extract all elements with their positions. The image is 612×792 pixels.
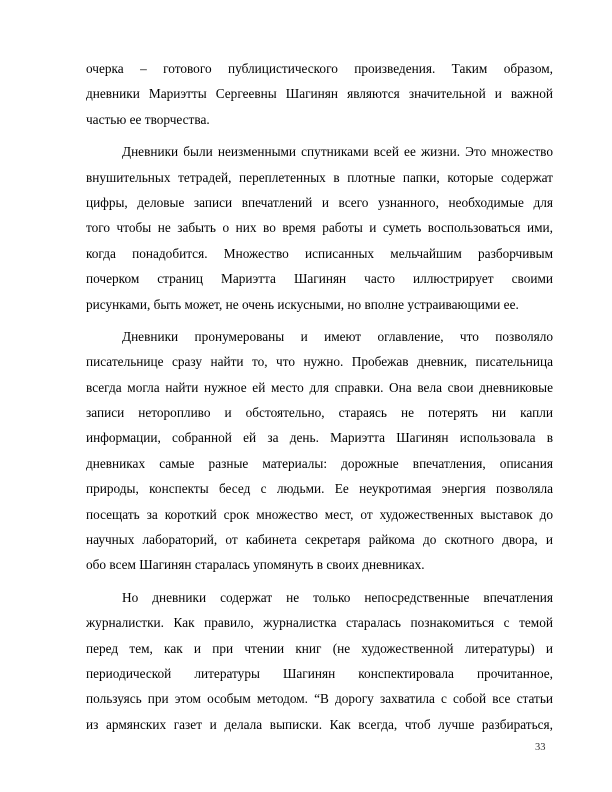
- text-line: Но дневники содержат не только непосредственные впечатления: [122, 589, 553, 605]
- text-line: из армянских газет и делала выписки. Как всегда, чтоб лучше разбираться,: [86, 716, 553, 732]
- text-line: записи неторопливо и обстоятельно, стараясь не потерять ни капли: [86, 405, 553, 421]
- text-line: информации, собранной ей за день. Мариэтта Шагинян использовала в: [86, 430, 553, 446]
- text-line: Дневники были неизменными спутниками всей ее жизни. Это множество: [122, 144, 553, 160]
- text-line: посещать за короткий срок множество мест, от художественных выставок до: [86, 506, 553, 522]
- text-line: периодической литературы Шагинян конспектировала прочитанное,: [86, 665, 553, 681]
- text-line: рисунками, быть может, не очень искусными, но вполне устраивающими ее.: [86, 296, 519, 312]
- text-line: когда понадобится. Множество исписанных мельчайшим разборчивым: [86, 245, 553, 261]
- paragraph-4: [86, 585, 553, 737]
- text-line: дневниках самые разные материалы: дорожные впечатления, описания: [86, 455, 553, 471]
- text-line: всегда могла найти нужное ей место для справки. Она вела свои дневниковые: [86, 379, 553, 395]
- text-line: того чтобы не забыть о них во время работы и суметь воспользоваться ими,: [86, 220, 553, 236]
- page-number: 33: [535, 742, 546, 753]
- text-line: писательнице сразу найти то, что нужно. Пробежав дневник, писательница: [86, 354, 553, 370]
- text-line: природы, конспекты бесед с людьми. Ее неукротимая энергия позволяла: [86, 481, 553, 497]
- text-line: обо всем Шагинян старалась упомянуть в своих дневниках.: [86, 557, 425, 573]
- paragraph-1: [86, 56, 553, 132]
- text-line: частью ее творчества.: [86, 111, 210, 127]
- text-line: журналистки. Как правило, журналистка старалась познакомиться с темой: [86, 615, 553, 631]
- text-line: цифры, деловые записи впечатлений и всего узнанного, необходимые для: [86, 194, 553, 210]
- text-line: дневники Мариэтты Сергеевны Шагинян являются значительной и важной: [86, 86, 553, 102]
- text-line: пользуясь при этом особым методом. “В дорогу захватила с собой все статьи: [86, 691, 553, 707]
- paragraph-2: [86, 139, 553, 317]
- text-line: научных лабораторий, от кабинета секретаря райкома до скотного двора, и: [86, 532, 553, 548]
- text-line: очерка – готового публицистического произведения. Таким образом,: [86, 61, 553, 76]
- text-line: почерком страниц Мариэтта Шагинян часто иллюстрирует своими: [86, 271, 553, 287]
- document-body: [86, 56, 553, 744]
- text-line: Дневники пронумерованы и имеют оглавление, что позволяло: [122, 328, 553, 344]
- text-line: внушительных тетрадей, переплетенных в плотные папки, которые содержат: [86, 169, 553, 185]
- text-line: перед тем, как и при чтении книг (не художественной литературы) и: [86, 640, 553, 656]
- paragraph-3: [86, 324, 553, 578]
